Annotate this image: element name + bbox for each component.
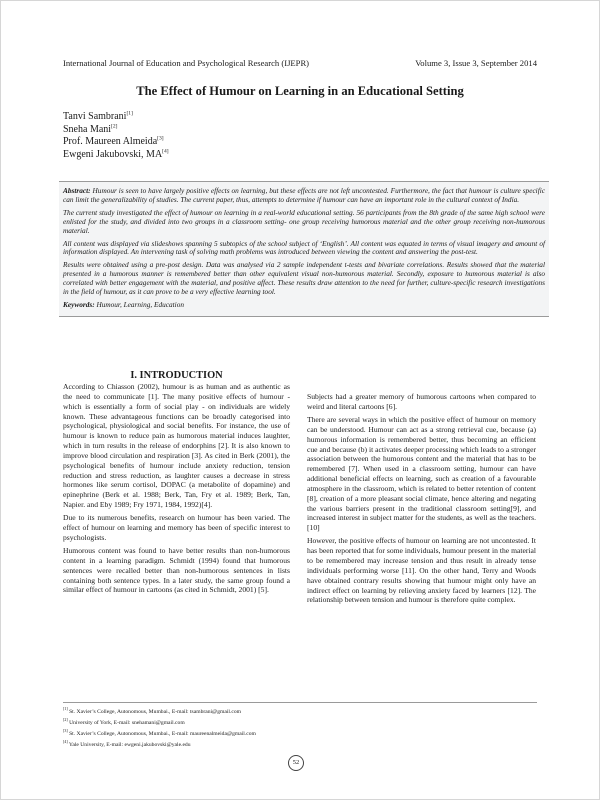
right-column — [307, 392, 536, 609]
author-mark: [1] — [126, 110, 133, 117]
abstract-box — [59, 181, 549, 317]
abstract-paragraph: The current study investigated the effect of humour on learning in a real-world educational setting. 56 participants from the 8th grade of the same high school were enlisted for the study, and divided into two groups in a classroom setting- one group receiving humorous material and the other group receiving non-humorous material. — [63, 207, 545, 235]
volume-info: Volume 3, Issue 3, September 2014 — [415, 58, 537, 68]
footnote: [2] University of York, E-mail: snehamani@gmail.com — [63, 717, 185, 726]
paper-title: The Effect of Humour on Learning in an Educational Setting — [136, 84, 464, 98]
body-paragraph: Due to its numerous benefits, research on humour has been varied. The effect of humour on learning and memory has been of specific interest to psychologists. — [63, 513, 290, 542]
author: Tanvi Sambrani[1] — [63, 110, 133, 122]
body-paragraph: However, the positive effects of humour on learning are not uncontested. It has been reported that for some individuals, humour present in the material to be remembered may increase tension and thus result in already tense individuals performing worse [11]. On the other hand, Terry and Woods have obtained contrary results showing that humour might only have an indirect effect on learning by relieving anxiety faced by learners [12]. The relationship between tension and humour is therefore quite complex. — [307, 536, 536, 605]
author-mark: [2] — [111, 123, 118, 130]
page-number: 52 — [288, 755, 304, 771]
abstract-paragraph: Abstract: Humour is seen to have largely positive effects on learning, but these effects are not left uncontested. Furthermore, the fact that humour is culture specific can limit the generalizability of studies. The current paper, thus, attempts to determine if humour can have an important role in the cultural context of India. — [63, 186, 545, 204]
section-heading: I. INTRODUCTION — [130, 370, 223, 381]
footnotes — [63, 705, 256, 749]
keywords-label: Keywords: — [63, 299, 95, 309]
footnote: [4] Yale University, E-mail: ewgeni.jakubovski@yale.edu — [63, 739, 191, 749]
running-header — [63, 58, 537, 68]
footnote: [3] St. Xavier’s College, Autonomous, Mumbai., E-mail: maureenalmeida@gmail.com — [63, 728, 256, 737]
author-mark: [4] — [162, 148, 169, 155]
author: Prof. Maureen Almeida[3] — [63, 135, 164, 148]
left-column — [63, 382, 290, 599]
abstract-label: Abstract: — [63, 186, 91, 195]
author-list — [63, 111, 169, 161]
body-paragraph: Humorous content was found to have better results than non-humorous content in a learning paradigm. Schmidt (1994) found that humorous sentences were recalled better than non-humorous sentences in lists containing both sentence types. In a later study, the same group found a similar effect of humour in cartoons (as cited in Schmidt, 2001) [5]. — [63, 546, 290, 595]
body-paragraph: Subjects had a greater memory of humorous cartoons when compared to weird and literal cartoons [6]. — [307, 392, 536, 411]
footnote-divider — [63, 702, 537, 703]
body-paragraph: There are several ways in which the positive effect of humour on memory can be understood. Humour can act as a strong retrieval cue, because (a) humorous information is remembered better, thus becoming an efficient cue and because (b) it activates deeper processing which leads to a stronger association between the humorous content and the material that has to be remembered [7]. When used in a classroom setting, humour can have additional beneficial effects on learning, such as creation of a favourable atmosphere in the classroom, which is related to better retention of content [8], creation of a more pleasant social climate, hence altering and negating the various barriers present in the traditional classroom setting[9], and increased interest in subject matter for the students, as well as the teachers.[10] — [307, 414, 536, 533]
footnote: [1] St. Xavier’s College, Autonomous, Mumbai., E-mail: tsambrani@gmail.com — [63, 706, 241, 715]
journal-name: International Journal of Education and Psychological Research (IJEPR) — [63, 58, 310, 68]
author: Ewgeni Jakubovski, MA[4] — [63, 148, 169, 160]
abstract-paragraph: All content was displayed via slideshows spanning 5 subtopics of the school subject of ‘English’. All content was equated in terms of visual imagery and amount of information displayed. An intervening task of solving math problems was introduced between viewing the content and answering the post-test. — [63, 238, 545, 257]
abstract-paragraph: Results were obtained using a pre-post design. Data was analysed via 2 sample independent t-tests and bivariate correlations. Results showed that the material presented in a humorous manner is remembered better than other equivalent visual non-humorous material. Secondly, exposure to humorous material is also correlated with better engagement with the material, and positive affect. These results draw attention to the need for further, culture-specific research investigations in the field of humour, as it can prove to be a very effective learning tool. — [63, 260, 545, 297]
author: Sneha Mani[2] — [63, 123, 118, 135]
keywords: Keywords: Humour, Learning, Education — [63, 299, 185, 309]
body-paragraph: According to Chiasson (2002), humour is as human and as authentic as the need to communicate [1]. The many positive effects of humour - which is essentially a form of social play - on individuals are widely known. These advantageous functions can be broadly categorised into psychological, physiological and social benefits. For instance, the use of humour is known to reduce pain as humorous material induces laughter, which in turn results in the release of endorphins [2]. It is also known to improve blood circulation and respiration [3]. As cited in Berk (2001), the psychological benefits of humour include anxiety reduction, tension reduction and stress reduction, as laughter causes a decrease in stress hormones like serum cortisol, DOPAC (a metabolite of dopamine) and epinephrine (Berk et al. 1988; Berk, Tan, Fry et al. 1989; Berk, Tan, Napier. and Eby 1989; Fry 1971, 1984, 1992)[4]. — [63, 382, 290, 510]
author-mark: [3] — [157, 135, 164, 142]
